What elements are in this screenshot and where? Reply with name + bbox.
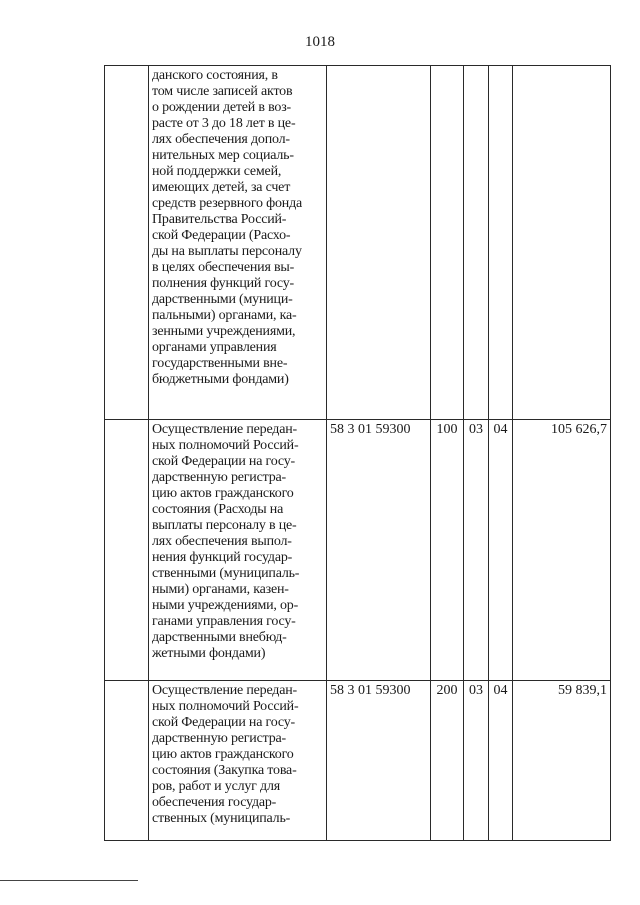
cell-rz: 03 xyxy=(464,420,489,681)
name-line: бюджетными фондами) xyxy=(152,372,289,387)
cell-vr: 200 xyxy=(431,681,464,841)
table-row xyxy=(105,681,611,841)
cell-code xyxy=(327,66,431,420)
cell-rz: 03 xyxy=(464,681,489,841)
name-line: ды на выплаты персоналу xyxy=(152,244,302,259)
name-line: Правительства Россий- xyxy=(152,212,287,227)
name-line: выплаты персоналу в це- xyxy=(152,518,297,533)
page-number: 1018 xyxy=(305,34,335,50)
cell-name xyxy=(149,420,327,681)
name-line: пальными) органами, ка- xyxy=(152,308,297,323)
name-line: о рождении детей в воз- xyxy=(152,100,292,115)
name-line: ной поддержки семей, xyxy=(152,164,282,179)
name-line: ных полномочий Россий- xyxy=(152,438,299,453)
name-line: ской Федерации (Расхо- xyxy=(152,228,291,243)
table-row xyxy=(105,420,611,681)
name-line: Осуществление передан- xyxy=(152,422,297,437)
name-line: ганами управления госу- xyxy=(152,614,296,629)
name-line: средств резервного фонда xyxy=(152,196,303,211)
name-line: дарственными внебюд- xyxy=(152,630,287,645)
budget-table xyxy=(104,65,611,841)
table-row xyxy=(105,66,611,420)
name-line: нительных мер социаль- xyxy=(152,148,294,163)
name-line: состояния (Закупка това- xyxy=(152,763,297,778)
cell-vr xyxy=(431,66,464,420)
cell-code: 58 3 01 59300 xyxy=(327,420,431,681)
cell-rz xyxy=(464,66,489,420)
name-line: том числе записей актов xyxy=(152,84,293,99)
cell-amount: 105 626,7 xyxy=(513,420,611,681)
name-line: ров, работ и услуг для xyxy=(152,779,280,794)
name-line: имеющих детей, за счет xyxy=(152,180,291,195)
name-line: данского состояния, в xyxy=(152,68,278,83)
name-line: дарственную регистра- xyxy=(152,731,286,746)
name-line: нения функций государ- xyxy=(152,550,293,565)
name-line: зенными учреждениями, xyxy=(152,324,296,339)
name-line: дарственными (муници- xyxy=(152,292,293,307)
cell-pr: 04 xyxy=(489,420,513,681)
cell-pr xyxy=(489,66,513,420)
name-line: ской Федерации на госу- xyxy=(152,454,295,469)
name-line: состояния (Расходы на xyxy=(152,502,284,517)
name-line: ственных (муниципаль- xyxy=(152,811,291,826)
name-line: ных полномочий Россий- xyxy=(152,699,299,714)
cell-name xyxy=(149,681,327,841)
cell-code: 58 3 01 59300 xyxy=(327,681,431,841)
name-line: цию актов гражданского xyxy=(152,747,294,762)
cell-blank xyxy=(105,681,149,841)
cell-amount xyxy=(513,66,611,420)
name-line: цию актов гражданского xyxy=(152,486,294,501)
name-line: ными учреждениями, ор- xyxy=(152,598,299,613)
name-line: лях обеспечения выпол- xyxy=(152,534,292,549)
name-line: государственными вне- xyxy=(152,356,288,371)
cell-amount: 59 839,1 xyxy=(513,681,611,841)
name-line: ственными (муниципаль- xyxy=(152,566,300,581)
name-line: лях обеспечения допол- xyxy=(152,132,290,147)
cell-vr: 100 xyxy=(431,420,464,681)
name-line: дарственную регистра- xyxy=(152,470,286,485)
cell-blank xyxy=(105,420,149,681)
name-line: полнения функций госу- xyxy=(152,276,294,291)
name-line: жетными фондами) xyxy=(152,646,266,661)
name-line: ской Федерации на госу- xyxy=(152,715,295,730)
cell-name xyxy=(149,66,327,420)
name-line: ными) органами, казен- xyxy=(152,582,289,597)
name-line: органами управления xyxy=(152,340,277,355)
name-line: Осуществление передан- xyxy=(152,683,297,698)
name-line: в целях обеспечения вы- xyxy=(152,260,295,275)
cell-pr: 04 xyxy=(489,681,513,841)
name-line: обеспечения государ- xyxy=(152,795,277,810)
name-line: расте от 3 до 18 лет в це- xyxy=(152,116,296,131)
footnote-separator xyxy=(0,880,138,881)
cell-blank xyxy=(105,66,149,420)
